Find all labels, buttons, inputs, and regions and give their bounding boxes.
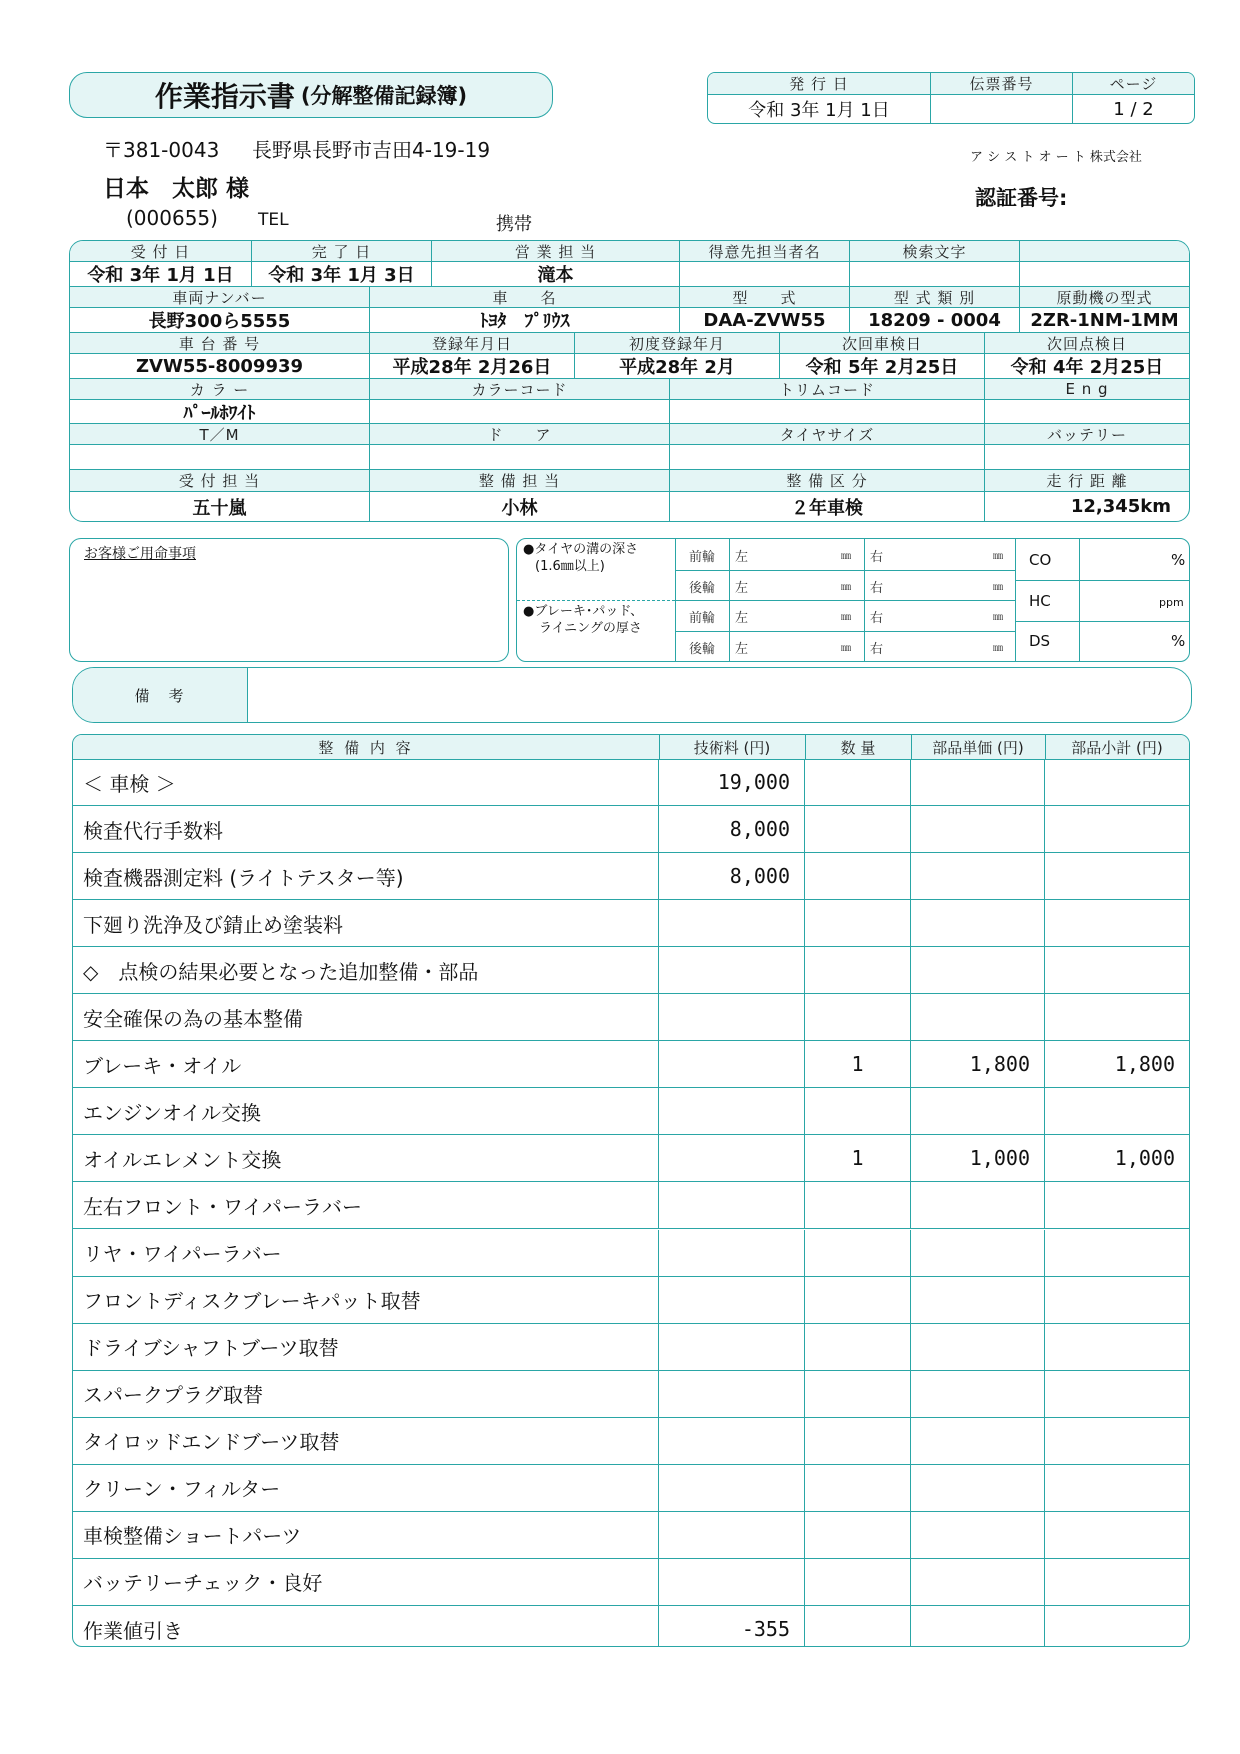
mm-unit: ㎜ bbox=[841, 582, 851, 593]
table-row bbox=[73, 806, 1190, 853]
cell-subtotal bbox=[1045, 759, 1189, 805]
cell-subtotal bbox=[1045, 1324, 1189, 1370]
cell-item: 検査機器測定料 (ライトテスター等) bbox=[73, 853, 659, 899]
cell-unit bbox=[911, 1088, 1045, 1134]
model-label: 型 式 bbox=[680, 287, 850, 308]
eng-label: E n g bbox=[985, 379, 1189, 400]
receiver: 五十嵐 bbox=[70, 492, 370, 521]
receiver-label: 受 付 担 当 bbox=[70, 470, 370, 492]
page-label: ページ bbox=[1073, 73, 1194, 95]
cell-qty bbox=[805, 947, 911, 993]
cell-item: 車検整備ショートパーツ bbox=[73, 1512, 659, 1558]
cell-tech bbox=[659, 1559, 805, 1605]
cell-tech bbox=[659, 1512, 805, 1558]
cell-item: リヤ・ワイパーラバー bbox=[73, 1230, 659, 1276]
cell-tech bbox=[659, 1135, 805, 1181]
mileage: 12,345km bbox=[1070, 496, 1171, 517]
cell-item: 作業値引き bbox=[73, 1606, 659, 1647]
next-inspection-date: 令和 5年 2月25日 bbox=[780, 354, 985, 379]
tire-depth-label: ●タイヤの溝の深さ (1.6㎜以上) bbox=[523, 542, 639, 574]
table-row bbox=[73, 1512, 1190, 1559]
next-check-label: 次回点検日 bbox=[985, 333, 1189, 354]
right-label: 右 bbox=[870, 611, 884, 626]
table-row bbox=[73, 1418, 1190, 1465]
trim-code-label: トリムコード bbox=[670, 379, 985, 400]
cell-unit bbox=[911, 1230, 1045, 1276]
cell-qty bbox=[805, 1277, 911, 1323]
cell-unit bbox=[911, 1559, 1045, 1605]
table-row bbox=[73, 853, 1190, 900]
cell-qty: 1 bbox=[805, 1135, 911, 1181]
grid-line bbox=[1015, 621, 1190, 622]
cell-subtotal bbox=[1045, 1606, 1189, 1647]
mileage-label: 走 行 距 離 bbox=[985, 470, 1189, 492]
cell-unit bbox=[911, 1465, 1045, 1511]
cell-item: スパークプラグ取替 bbox=[73, 1371, 659, 1417]
header-tech-fee: 技術料 (円) bbox=[659, 735, 806, 759]
cell-qty bbox=[805, 994, 911, 1040]
cell-unit bbox=[911, 1418, 1045, 1464]
tire-size-label: タイヤサイズ bbox=[670, 424, 985, 445]
recv-date: 令和 3年 1月 1日 bbox=[70, 262, 252, 287]
cell-subtotal bbox=[1045, 1418, 1189, 1464]
next-check-date: 令和 4年 2月25日 bbox=[985, 354, 1189, 379]
cell-tech: 8,000 bbox=[659, 853, 805, 899]
request-label: お客様ご用命事項 bbox=[84, 546, 196, 562]
customer-request-box bbox=[69, 538, 509, 662]
work-table bbox=[72, 734, 1190, 1647]
brake-pad-label: ●ブレーキ･パッド、 ライニングの厚さ bbox=[523, 604, 644, 636]
table-row bbox=[73, 1465, 1190, 1512]
cell-subtotal bbox=[1045, 947, 1189, 993]
table-row bbox=[73, 1135, 1190, 1182]
cell-subtotal bbox=[1045, 853, 1189, 899]
first-reg-date: 平成28年 2月 bbox=[575, 354, 780, 379]
mechanic: 小林 bbox=[370, 492, 670, 521]
sales-label: 営 業 担 当 bbox=[432, 241, 680, 262]
chassis-label: 車 台 番 号 bbox=[70, 333, 370, 354]
plate-label: 車両ナンバー bbox=[70, 287, 370, 308]
document-subtitle: (分解整備記録簿) bbox=[300, 84, 468, 108]
cell-qty bbox=[805, 1606, 911, 1647]
recv-date-label: 受 付 日 bbox=[70, 241, 252, 262]
table-row bbox=[73, 994, 1190, 1041]
door-label: ド ア bbox=[370, 424, 670, 445]
cell-tech: -355 bbox=[659, 1606, 805, 1647]
model-class-label: 型 式 類 別 bbox=[850, 287, 1020, 308]
cell-unit bbox=[911, 1371, 1045, 1417]
done-date: 令和 3年 1月 3日 bbox=[252, 262, 432, 287]
cell-unit: 1,000 bbox=[911, 1135, 1045, 1181]
table-row bbox=[73, 1559, 1190, 1606]
header-subtotal: 部品小計 (円) bbox=[1071, 738, 1163, 757]
page-number: 1 / 2 bbox=[1113, 98, 1154, 120]
cell-subtotal: 1,000 bbox=[1114, 1146, 1175, 1171]
front-label: 前輪 bbox=[689, 550, 716, 565]
front-label: 前輪 bbox=[689, 611, 716, 626]
done-date-label: 完 了 日 bbox=[252, 241, 432, 262]
table-row bbox=[73, 1277, 1190, 1324]
issue-info-box bbox=[707, 72, 1195, 124]
cell-unit bbox=[911, 1324, 1045, 1370]
company-name: ア シ ス ト オ ー ト 株式会社 bbox=[970, 150, 1142, 165]
search-text bbox=[850, 262, 1020, 287]
transmission-value bbox=[70, 445, 370, 470]
table-row bbox=[73, 947, 1190, 994]
issue-date: 令和 3年 1月 1日 bbox=[708, 95, 931, 123]
cell-unit bbox=[911, 994, 1045, 1040]
table-header bbox=[73, 735, 1190, 760]
search-label: 検索文字 bbox=[850, 241, 1020, 262]
blank-label bbox=[1020, 241, 1189, 262]
door-value bbox=[370, 445, 670, 470]
battery-label: バッテリー bbox=[985, 424, 1189, 445]
cell-item: バッテリーチェック・良好 bbox=[73, 1559, 659, 1605]
customer-name: 日本 太郎 様 bbox=[103, 176, 250, 202]
cell-qty bbox=[805, 1324, 911, 1370]
header-item: 整 備 内 容 bbox=[73, 735, 660, 759]
cell-item: 安全確保の為の基本整備 bbox=[73, 994, 659, 1040]
cell-qty bbox=[805, 1512, 911, 1558]
customer-address: 長野県長野市吉田4-19-19 bbox=[252, 138, 491, 162]
table-row bbox=[73, 1230, 1190, 1277]
cell-tech bbox=[659, 900, 805, 946]
cell-tech: 8,000 bbox=[659, 806, 805, 852]
cell-unit bbox=[911, 900, 1045, 946]
customer-code: (000655) bbox=[126, 206, 218, 230]
cell-item: ◇ 点検の結果必要となった追加整備・部品 bbox=[73, 947, 659, 993]
cell-item: 下廻り洗浄及び錆止め塗装料 bbox=[73, 900, 659, 946]
engine-model: 2ZR-1NM-1MM bbox=[1020, 308, 1189, 333]
cell-item: タイロッドエンドブーツ取替 bbox=[73, 1418, 659, 1464]
cell-item: ドライブシャフトブーツ取替 bbox=[73, 1324, 659, 1370]
cell-subtotal: 1,800 bbox=[1114, 1052, 1175, 1077]
cell-item: クリーン・フィルター bbox=[73, 1465, 659, 1511]
grid-line bbox=[1015, 539, 1016, 662]
cell-unit bbox=[911, 1182, 1045, 1228]
cell-qty bbox=[805, 853, 911, 899]
cell-qty bbox=[805, 1371, 911, 1417]
header-qty: 数 量 bbox=[805, 735, 912, 759]
table-row bbox=[73, 1088, 1190, 1135]
cell-qty bbox=[805, 1465, 911, 1511]
left-label: 左 bbox=[735, 642, 749, 657]
mm-unit: ㎜ bbox=[841, 551, 851, 562]
cell-tech bbox=[659, 994, 805, 1040]
mm-unit: ㎜ bbox=[993, 551, 1003, 562]
cell-subtotal bbox=[1045, 1512, 1189, 1558]
cell-tech: 19,000 bbox=[659, 759, 805, 805]
postal-code: 〒381-0043 bbox=[103, 138, 220, 162]
color-label: カ ラ ー bbox=[70, 379, 370, 400]
cell-qty bbox=[805, 1230, 911, 1276]
cell-item: 検査代行手数料 bbox=[73, 806, 659, 852]
header-unit-price: 部品単価 (円) bbox=[911, 735, 1046, 759]
mm-unit: ㎜ bbox=[841, 643, 851, 654]
sales-person: 滝本 bbox=[432, 262, 680, 287]
grid-line bbox=[675, 631, 1015, 632]
cell-subtotal bbox=[1045, 1559, 1189, 1605]
rear-label: 後輪 bbox=[689, 642, 716, 657]
rear-label: 後輪 bbox=[689, 581, 716, 596]
cell-tech bbox=[659, 1371, 805, 1417]
cell-unit bbox=[911, 1606, 1045, 1647]
cell-qty bbox=[805, 1088, 911, 1134]
table-row bbox=[73, 1324, 1190, 1371]
vehicle-info-table bbox=[69, 240, 1190, 522]
cell-unit bbox=[911, 1277, 1045, 1323]
cell-subtotal bbox=[1045, 1182, 1189, 1228]
mm-unit: ㎜ bbox=[993, 612, 1003, 623]
cell-tech bbox=[659, 1418, 805, 1464]
model: DAA-ZVW55 bbox=[680, 308, 850, 333]
left-label: 左 bbox=[735, 611, 749, 626]
cell-tech bbox=[659, 1230, 805, 1276]
trim-code bbox=[670, 400, 985, 424]
plate-number: 長野300ら5555 bbox=[70, 308, 370, 333]
client-contact bbox=[680, 262, 850, 287]
cell-tech bbox=[659, 1465, 805, 1511]
mobile-label: 携帯 bbox=[496, 214, 532, 235]
car-name: ﾄﾖﾀ ﾌﾟﾘｳｽ bbox=[370, 308, 680, 333]
cell-qty bbox=[805, 1559, 911, 1605]
cell-tech bbox=[659, 1182, 805, 1228]
table-row bbox=[73, 1182, 1190, 1229]
grid-line bbox=[1079, 539, 1080, 662]
mm-unit: ㎜ bbox=[993, 643, 1003, 654]
cell-qty bbox=[805, 806, 911, 852]
grid-line bbox=[675, 570, 1015, 571]
color-value: ﾊﾟｰﾙﾎﾜｲﾄ bbox=[70, 400, 370, 424]
right-label: 右 bbox=[870, 550, 884, 565]
percent-unit: % bbox=[1171, 551, 1186, 569]
cell-qty: 1 bbox=[805, 1041, 911, 1087]
table-row bbox=[73, 900, 1190, 947]
left-label: 左 bbox=[735, 550, 749, 565]
transmission-label: T／M bbox=[70, 424, 370, 445]
hc-label: HC bbox=[1029, 592, 1051, 610]
slip-number-label: 伝票番号 bbox=[931, 73, 1073, 95]
cell-subtotal bbox=[1045, 1088, 1189, 1134]
cell-item: フロントディスクブレーキパット取替 bbox=[73, 1277, 659, 1323]
grid-line bbox=[1015, 580, 1190, 581]
reg-date: 平成28年 2月26日 bbox=[370, 354, 575, 379]
cell-subtotal bbox=[1045, 1277, 1189, 1323]
measurement-box bbox=[516, 538, 1190, 662]
service-type-label: 整 備 区 分 bbox=[670, 470, 985, 492]
color-code-label: カラーコード bbox=[370, 379, 670, 400]
cell-subtotal bbox=[1045, 1230, 1189, 1276]
tire-size-value bbox=[670, 445, 985, 470]
table-row bbox=[73, 759, 1190, 806]
issue-date-label: 発 行 日 bbox=[708, 73, 931, 95]
eng-value bbox=[985, 400, 1189, 424]
cell-qty bbox=[805, 900, 911, 946]
service-type: ２年車検 bbox=[670, 492, 985, 521]
color-code bbox=[370, 400, 670, 424]
percent-unit: % bbox=[1171, 632, 1186, 650]
table-row bbox=[73, 1606, 1190, 1647]
document-title: 作業指示書 bbox=[154, 80, 295, 113]
right-label: 右 bbox=[870, 581, 884, 596]
document-title-box bbox=[69, 72, 553, 118]
cell-tech bbox=[659, 1041, 805, 1087]
cell-tech bbox=[659, 1277, 805, 1323]
mm-unit: ㎜ bbox=[993, 582, 1003, 593]
grid-line bbox=[675, 600, 1015, 601]
battery-value bbox=[985, 445, 1189, 470]
cell-subtotal bbox=[1045, 1465, 1189, 1511]
cell-item: オイルエレメント交換 bbox=[73, 1135, 659, 1181]
divider bbox=[517, 600, 675, 601]
cell-qty bbox=[805, 1182, 911, 1228]
cell-qty bbox=[805, 759, 911, 805]
certification-label: 認証番号: bbox=[975, 186, 1068, 210]
ppm-unit: ppm bbox=[1159, 596, 1184, 609]
cell-tech bbox=[659, 1088, 805, 1134]
cell-item: ブレーキ・オイル bbox=[73, 1041, 659, 1087]
reg-date-label: 登録年月日 bbox=[370, 333, 575, 354]
remarks-box bbox=[72, 667, 1192, 723]
cell-subtotal bbox=[1045, 806, 1189, 852]
cell-item: ＜ 車検 ＞ bbox=[73, 759, 659, 805]
cell-subtotal bbox=[1045, 1371, 1189, 1417]
cell-item: 左右フロント・ワイパーラバー bbox=[73, 1182, 659, 1228]
cell-unit bbox=[911, 853, 1045, 899]
mechanic-label: 整 備 担 当 bbox=[370, 470, 670, 492]
right-label: 右 bbox=[870, 642, 884, 657]
cell-unit bbox=[911, 806, 1045, 852]
cell-unit bbox=[911, 759, 1045, 805]
car-name-label: 車 名 bbox=[370, 287, 680, 308]
ds-label: DS bbox=[1029, 632, 1051, 650]
mm-unit: ㎜ bbox=[841, 612, 851, 623]
model-class: 18209 - 0004 bbox=[850, 308, 1020, 333]
chassis-number: ZVW55-8009939 bbox=[70, 354, 370, 379]
left-label: 左 bbox=[735, 581, 749, 596]
cell-unit bbox=[911, 1512, 1045, 1558]
table-row bbox=[73, 1041, 1190, 1088]
slip-number bbox=[931, 95, 1073, 123]
cell-item: エンジンオイル交換 bbox=[73, 1088, 659, 1134]
first-reg-label: 初度登録年月 bbox=[575, 333, 780, 354]
cell-unit: 1,800 bbox=[911, 1041, 1045, 1087]
cell-subtotal bbox=[1045, 900, 1189, 946]
cell-subtotal bbox=[1045, 994, 1189, 1040]
client-contact-label: 得意先担当者名 bbox=[680, 241, 850, 262]
cell-tech bbox=[659, 1324, 805, 1370]
cell-qty bbox=[805, 1418, 911, 1464]
next-inspection-label: 次回車検日 bbox=[780, 333, 985, 354]
table-row bbox=[73, 1371, 1190, 1418]
co-label: CO bbox=[1029, 551, 1052, 569]
remarks-label: 備 考 bbox=[73, 668, 248, 722]
engine-model-label: 原動機の型式 bbox=[1020, 287, 1189, 308]
cell-unit bbox=[911, 947, 1045, 993]
cell-tech bbox=[659, 947, 805, 993]
blank-value bbox=[1020, 262, 1189, 287]
tel-label: TEL bbox=[258, 210, 289, 230]
